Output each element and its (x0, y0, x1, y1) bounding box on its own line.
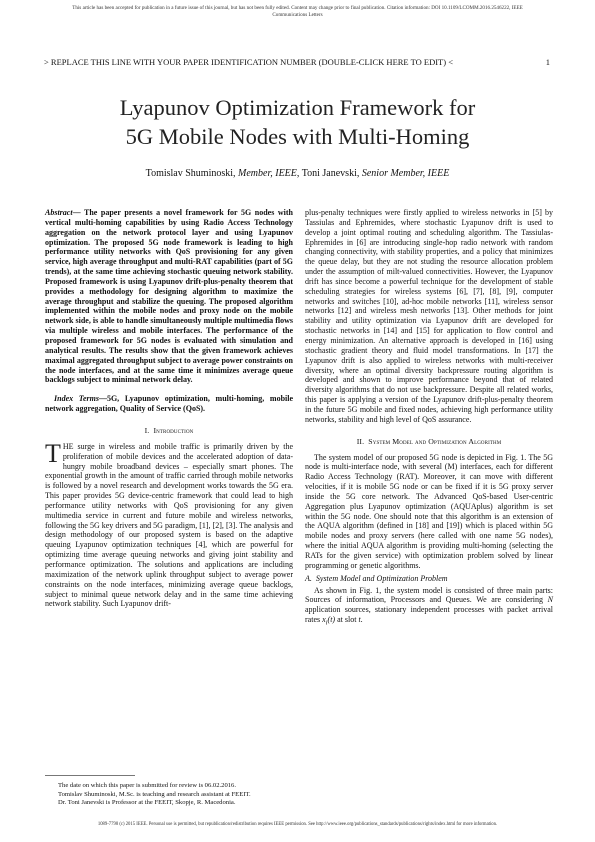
subsection-a-title: System Model and Optimization Problem (315, 573, 448, 583)
page-number: 1 (545, 57, 550, 67)
subsection-a-label: A. (305, 573, 312, 583)
section-1-number: I. (144, 425, 150, 435)
math-var-slot: t (358, 615, 361, 625)
index-terms-label: Index Terms (54, 394, 99, 404)
banner-line-2: Communications Letters (272, 12, 323, 18)
section-1-title: Introduction (153, 425, 194, 435)
subsection-a-paragraph (305, 586, 553, 629)
subsection-a-text-3: at slot (335, 615, 359, 625)
section-2-title: System Model and Optimization Algorithm (368, 436, 502, 446)
index-terms-text: —5G, Lyapunov optimization, multi-homing, mobile network aggregation, Quality of Service (QoS). (45, 394, 294, 414)
author-1-name: Tomislav Shuminoski, (145, 168, 236, 179)
section-1-continued: plus-penalty techniques were firstly applied to wireless networks in [5] by Tassiulas and Ephremides, where stochastic Lyapunov drift is used to develop a joint optimal routing and scheduling algorithm. The Tassiulas-Ephremides in [6] are introducing single-hop radio network with random changing connectivity, with stability properties, and a policy that minimizes the queue delay, but they are not studing the resource allocation problem under the assumption of milt-valued connectivities. However, the Lyapunov drift has since become a powerful technique for the development of stable scheduling strategies for wireless systems [6], [7], [8], [9], computer networks and switches [10], ad-hoc mobile networks [11], wireless sensor networks [12] and wireless mesh networks [13]. Other methods for joint stability and utility optimization via Lyapunov drift are developed for stochastic networks in [14] and [15] for application to flow control and energy minimization. An alternative approach is developed in [16] using stochastic gradient theory and fluid model transformations. In [17] the Lyapunov drift is also applied to wireless networks with multi-receiver diversity, where an optimal diversity backpressure routing algorithm is developed and shown to improve performance beyond that of related diversity algorithms that do not use backpressure. Despite all related works, this paper is applying a version of the Lyapunov drift-plus-penalty theorem in the future 5G mobile and fixed nodes, achieving high performance utility networks, stability and high level of QoS assurance. (305, 208, 553, 424)
math-var-x: x (322, 615, 326, 625)
footnote-submission-date: The date on which this paper is submitted for review is 06.02.2016. (58, 782, 236, 789)
paper-title (40, 93, 555, 151)
subsection-a-text-1: As shown in Fig. 1, the system model is consisted of three main parts: Sources of information, Processors and Queues. We are considering (305, 585, 553, 605)
right-column (305, 208, 553, 629)
paper-id-placeholder: > REPLACE THIS LINE WITH YOUR PAPER IDENTIFICATION NUMBER (DOUBLE-CLICK HERE TO EDIT) < (44, 57, 453, 67)
math-subscript-i: i (325, 619, 328, 627)
abstract-label: Abstract (45, 208, 73, 217)
math-var-t-arg: (t) (327, 615, 336, 625)
abstract-text: — The paper presents a novel framework for 5G nodes with vertical multi-homing capabilities by using Radio Access Technology aggregation on the network protocol layer and using Lyapunov optimization. The proposed 5G node framework is leading to high performance utility networks with QoS provisioning for any given service, high average throughput and multi-RAT capabilities (part of 5G trends), at the same time achieving stochastic queuing network stability. Proposed framework is using Lyapunov drift-plus-penalty theorem that provides a methodology for designing algorithm to maximize the average throughput and stabilize the queuing. The proposed algorithm implemented within the mobile nodes and proxy node on the mobile network side, is able to handle simultaneously multiple multimedia flows via multiple wireless and mobile interfaces. The performance of the proposed framework for 5G nodes is evaluated with simulation and analytical results. The results show that the given framework achieves maximal aggregated throughput subject to average power constraints on the node interfaces, and at the same time it minimizes average queue backlogs subject to minimal network delay. (45, 208, 293, 385)
math-var-n: N (547, 595, 553, 605)
section-1-paragraph (45, 438, 293, 609)
subsection-a-text-2: application sources, stationary independent processes with packet arrival rates (305, 605, 553, 625)
publication-banner (10, 5, 585, 19)
section-2-heading (305, 437, 553, 447)
section-2-paragraph: The system model of our proposed 5G node is depicted in Fig. 1. The 5G node is multi-interface node, with several (M) interfaces, each for different Radio Access Technology (RAT). Moreover, it can move with different velocities, if it is mobile 5G node or can be fixed if it is 5G proxy server inside the 5G core network. The Advanced QoS-based User-centric Aggregation plus Lyapunov optimization (AQUAplus) algorithm is set within the 5G node. One should note that this algorithm is an extension of the AQUA algorithm (defined in [18] and [19]) which is placed within 5G mobile nodes and proxy servers (here called with one name 5G nodes), where the initial AQUA algorithm is providing multi-homing (selecting the RATs for the given service) with optimization problem solved by linear programming or genetic algorithms. (305, 452, 553, 570)
left-column (45, 208, 293, 609)
footnote-divider (45, 775, 135, 776)
author-1-affiliation: Member, IEEE (238, 168, 297, 179)
footnotes (58, 782, 294, 808)
banner-line-1: This article has been accepted for publication in a future issue of this journal, but has not been fully edited. Content may change prior to final publication. Citation information: DOI 10.1109/LCOMM.2016.2546222, IEEE (72, 5, 523, 11)
abstract (45, 208, 293, 385)
footnote-author-2: Dr. Toni Janevski is Professor at the FEEIT, Skopje, R. Macedonia. (58, 799, 236, 807)
section-1-text: HE surge in wireless and mobile traffic is primarily driven by the proliferation of mobile devices and the accelerated adoption of data-hungry mobile broadband devices – especially smart phones. The exponential growth in the amount of traffic carried through mobile networks is followed by a novel research and development works towards the 5G era. This paper provides 5G device-centric framework that could lead to high performance utility networks with QoS provisioning for any given multimedia service in current and future mobile and wireless networks, following the 5G key drivers and 5G paradigm, [1], [2], [3]. The analysis and design methodology of our proposed system is based on the adaptive queuing Lyapunov optimization techniques [4], which are powerful for optimizing time average queuing networks and giving joint stability and performance optimization. The solutions and applications are including maximization of the network uplink throughput subject to average power constraints on the node interfaces, minimizing average queue backlogs, subject to minimal queue network delay and in the same time achieving network stability. Such Lyapunov drift- (45, 441, 293, 609)
section-1-heading (45, 426, 293, 436)
author-2-name: , Toni Janevski, (296, 168, 360, 179)
copyright-notice: 1089-7798 (c) 2015 IEEE. Personal use is permitted, but republication/redistribution requires IEEE permission. See http://www.ieee.org/publications_standards/publications/rights/index.html for more information. (97, 822, 498, 827)
title-line-1: Lyapunov Optimization Framework for (119, 95, 476, 120)
drop-cap: T (45, 438, 61, 468)
author-line (40, 168, 555, 180)
subsection-a-text-4: . (360, 615, 363, 625)
title-line-2: 5G Mobile Nodes with Multi-Homing (125, 124, 470, 149)
section-2-number: II. (356, 436, 365, 446)
footnote-author-1: Tomislav Shuminoski, M.Sc. is teaching and research assistant at FEEIT. (58, 790, 251, 798)
subsection-a-heading (305, 574, 553, 584)
author-2-affiliation: Senior Member, IEEE (361, 168, 450, 179)
index-terms (45, 394, 293, 414)
